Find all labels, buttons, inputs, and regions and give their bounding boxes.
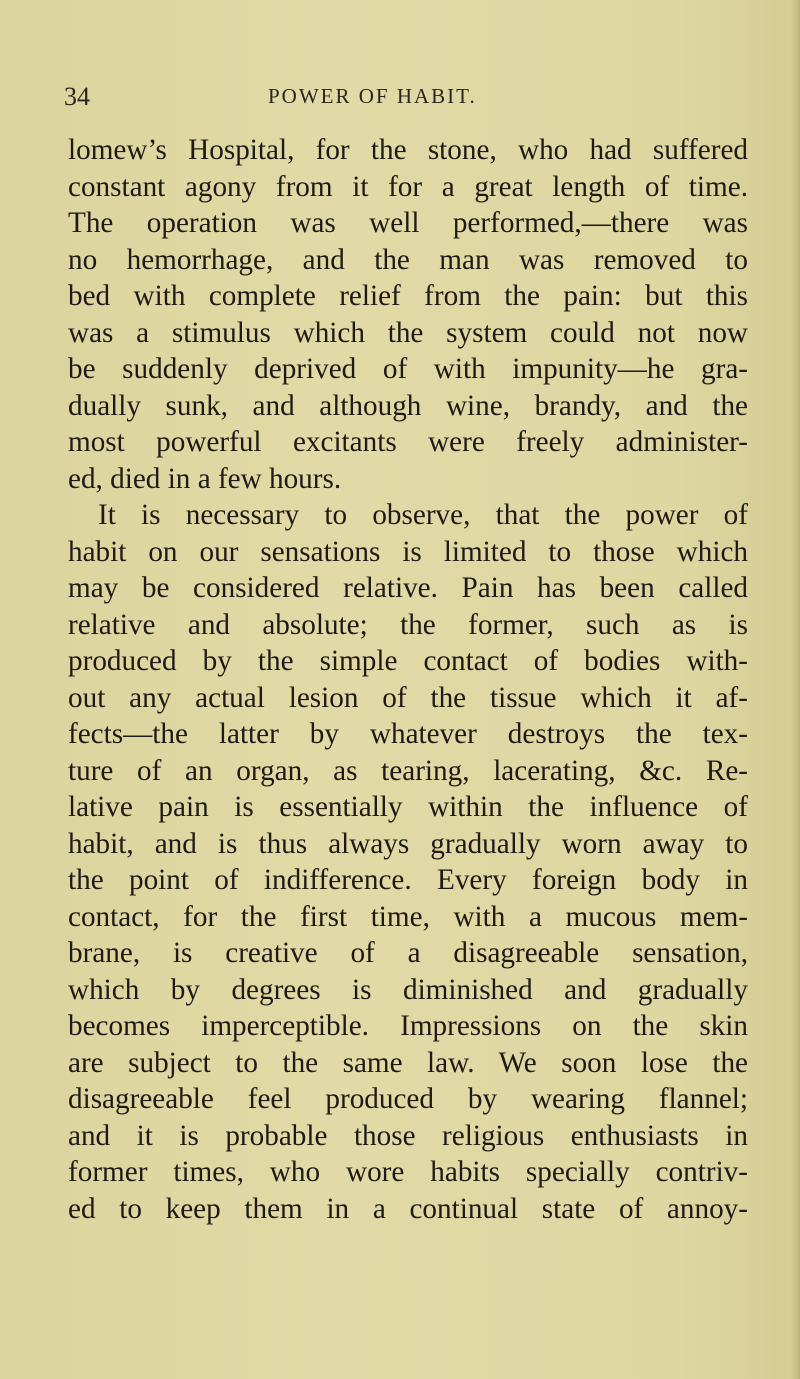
text-line: ture of an organ, as tearing, lacerating, &c. Re-	[68, 754, 748, 787]
text-line: constant agony from it for a great length of time.	[68, 170, 748, 203]
text-line: which by degrees is diminished and gradually	[68, 973, 748, 1006]
page-number: 34	[64, 82, 90, 111]
text-line: and it is probable those religious enthusiasts in	[68, 1119, 748, 1152]
text-line: lomew’s Hospital, for the stone, who had suffered	[68, 134, 748, 166]
text-line: habit, and is thus always gradually worn away to	[68, 827, 748, 860]
text-line: becomes imperceptible. Impressions on the skin	[68, 1010, 748, 1042]
text-line: bed with complete relief from the pain: but this	[68, 280, 748, 312]
text-line: It is necessary to observe, that the power of	[98, 499, 748, 531]
text-line: the point of indifference. Every foreign body in	[68, 864, 748, 896]
text-line: brane, is creative of a disagreeable sensation,	[68, 937, 748, 969]
text-line: produced by the simple contact of bodies with-	[68, 645, 748, 677]
text-line: dually sunk, and although wine, brandy, and the	[68, 389, 748, 422]
text-line: habit on our sensations is limited to those which	[68, 535, 748, 568]
text-line: relative and absolute; the former, such as is	[68, 608, 748, 641]
text-line: ed, died in a few hours.	[68, 462, 342, 495]
page-edge-shadow	[790, 0, 800, 1379]
text-line: disagreeable feel produced by wearing flannel;	[68, 1083, 748, 1115]
text-line: contact, for the first time, with a mucous mem-	[68, 900, 748, 933]
running-head: POWER OF HABIT.	[268, 84, 477, 108]
text-line: may be considered relative. Pain has been called	[68, 572, 748, 604]
text-line: no hemorrhage, and the man was removed to	[68, 243, 748, 276]
page-header	[64, 82, 744, 118]
text-line: was a stimulus which the system could not now	[68, 316, 748, 349]
text-line: are subject to the same law. We soon lose the	[68, 1046, 748, 1079]
text-line: most powerful excitants were freely administer-	[68, 426, 748, 458]
text-line: The operation was well performed,—there was	[68, 207, 748, 239]
text-line: out any actual lesion of the tissue which it af-	[68, 681, 748, 714]
text-line: fects—the latter by whatever destroys the tex-	[68, 718, 748, 750]
text-line: lative pain is essentially within the influence of	[68, 791, 748, 823]
text-line: former times, who wore habits specially contriv-	[68, 1156, 748, 1188]
text-line: be suddenly deprived of with impunity—he gra-	[68, 353, 748, 385]
text-line: ed to keep them in a continual state of annoy-	[68, 1192, 748, 1225]
body-text	[68, 132, 748, 1227]
